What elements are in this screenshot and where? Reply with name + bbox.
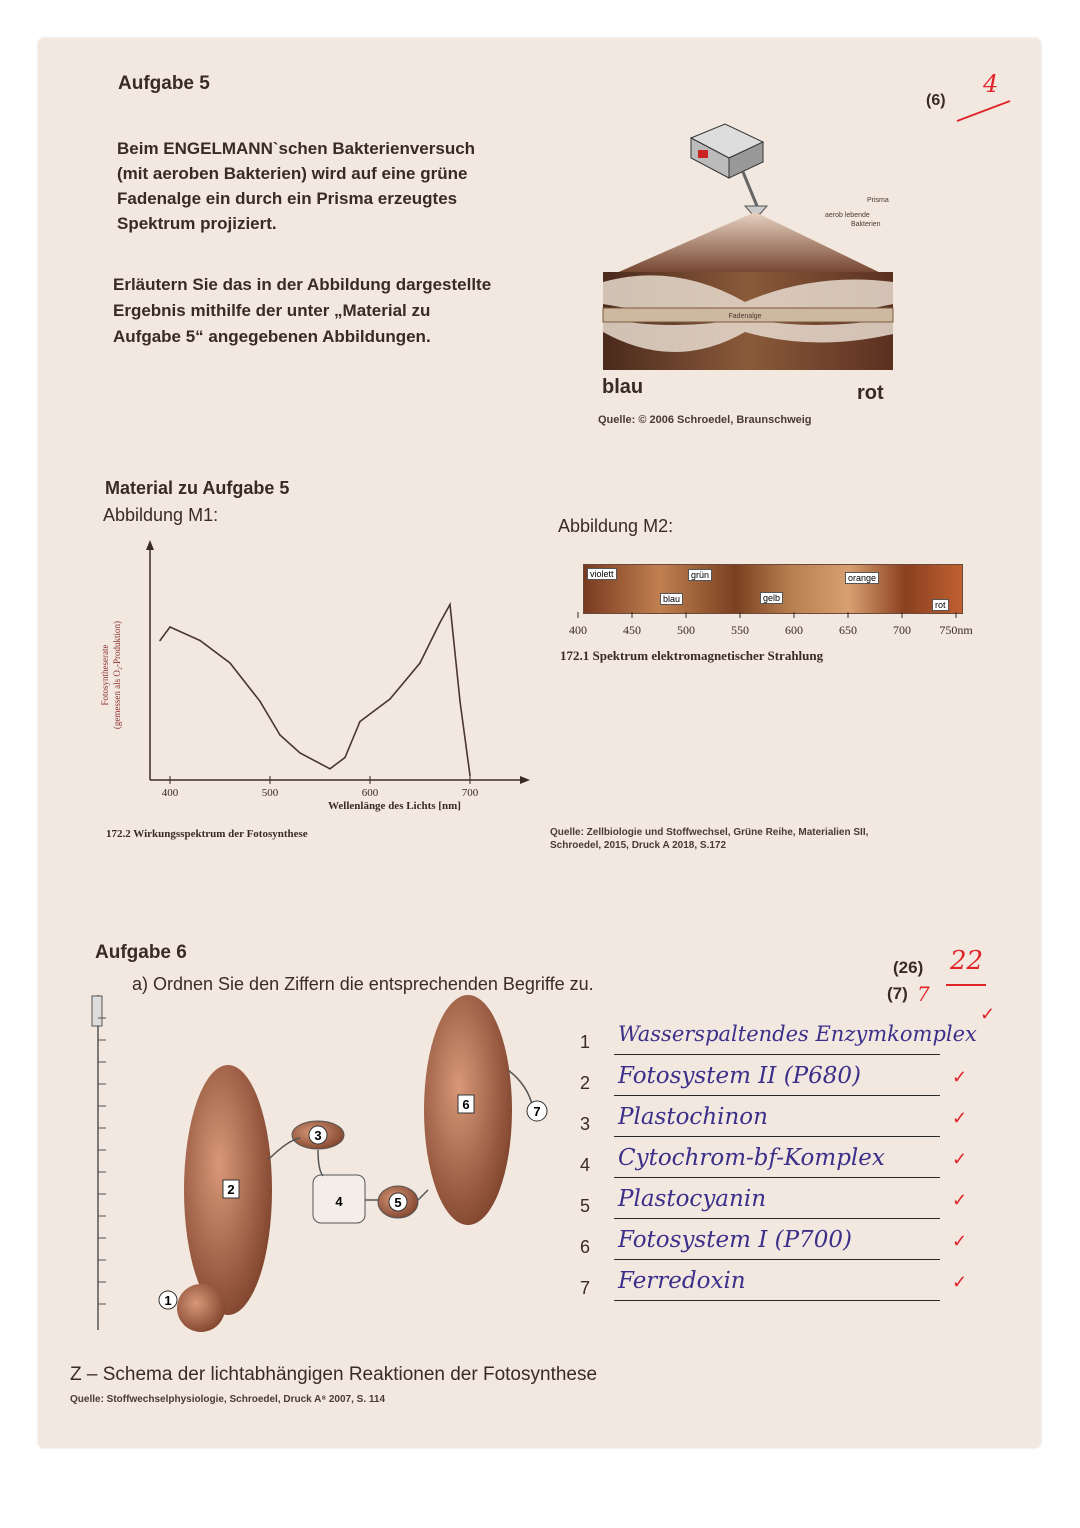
material-title: Material zu Aufgabe 5 xyxy=(105,478,290,498)
intro-line: (mit aeroben Bakterien) wird auf eine grüne xyxy=(117,164,468,183)
spectrum-bar xyxy=(583,564,963,614)
task5-question xyxy=(113,272,491,350)
answer-list xyxy=(580,1004,1050,1312)
m1-caption: 172.2 Wirkungsspektrum der Fotosynthese xyxy=(106,828,308,840)
task6-score: 22 xyxy=(950,946,984,976)
intro-line: Spektrum projiziert. xyxy=(117,214,277,233)
check-icon: ✓ xyxy=(952,1067,968,1087)
check-icon: ✓ xyxy=(952,1149,968,1169)
score-underline-icon xyxy=(955,95,1015,125)
source-line: Schroedel, 2015, Druck A 2018, S.172 xyxy=(550,840,727,851)
band-gruen: grün xyxy=(688,569,712,581)
z-scheme-diagram xyxy=(88,990,568,1340)
question-line: Aufgabe 5“ angegebenen Abbildungen. xyxy=(113,327,431,346)
answer-text: Wasserspaltendes Enzymkomplex xyxy=(618,1022,977,1046)
spectrum-right-label: rot xyxy=(857,382,884,404)
spectrum-tick-label: 450 xyxy=(623,623,641,637)
answer-line xyxy=(614,1300,940,1301)
task5-intro xyxy=(117,136,475,236)
answer-text: Cytochrom-bf-Komplex xyxy=(618,1145,885,1171)
answer-text: Ferredoxin xyxy=(618,1268,746,1294)
task5-points: (6) xyxy=(926,92,946,109)
spectrum-tick-label: 550 xyxy=(731,623,749,637)
check-icon: ✓ xyxy=(952,1190,968,1210)
band-blau: blau xyxy=(660,593,683,605)
figure-source: Quelle: © 2006 Schroedel, Braunschweig xyxy=(598,414,812,426)
diagram-number-5: 5 xyxy=(394,1195,402,1210)
task6-points: (26) xyxy=(893,958,924,977)
spectrum-tick-label: 500 xyxy=(677,623,695,637)
check-icon: ✓ xyxy=(952,1108,968,1128)
diagram-number-7: 7 xyxy=(533,1104,541,1119)
spectrum-tick-label: 400 xyxy=(569,623,587,637)
spectrum-tick-label: 700 xyxy=(893,623,911,637)
y-axis-label: Fotosyntheserate xyxy=(100,644,110,706)
score-underline xyxy=(946,984,986,986)
task6-subpoints: (7) xyxy=(887,984,908,1003)
source-line: Quelle: Zellbiologie und Stoffwechsel, Grüne Reihe, Materialien SII, xyxy=(550,827,869,838)
spectrum-left-label: blau xyxy=(602,376,644,398)
question-line: Erläutern Sie das in der Abbildung dargestellte xyxy=(113,275,492,294)
z-scheme-source: Quelle: Stoffwechselphysiologie, Schroedel, Druck A⁸ 2007, S. 114 xyxy=(70,1394,386,1405)
answer-row xyxy=(580,1268,1040,1306)
intro-line: Fadenalge ein durch ein Prisma erzeugtes xyxy=(117,189,458,208)
answer-row xyxy=(580,1004,1040,1060)
answer-row xyxy=(580,1227,1040,1265)
answer-text: Fotosystem II (P680) xyxy=(618,1063,862,1089)
x-axis-arrow-icon xyxy=(520,776,530,784)
diagram-number-3: 3 xyxy=(314,1128,322,1143)
task5-title: Aufgabe 5 xyxy=(118,73,210,94)
band-violett: violett xyxy=(587,568,617,580)
answer-number: 7 xyxy=(580,1278,591,1298)
task6-subscore: 7 xyxy=(917,982,930,1006)
band-rot: rot xyxy=(932,599,949,611)
answer-line xyxy=(614,1095,940,1096)
band-orange: orange xyxy=(845,572,879,584)
x-tick-label: 700 xyxy=(461,787,479,799)
answer-number: 6 xyxy=(580,1237,591,1257)
answer-row xyxy=(580,1104,1040,1142)
m1-label: Abbildung M1: xyxy=(103,505,219,525)
task5-score: 4 xyxy=(983,70,999,98)
z-scheme-caption: Z – Schema der lichtabhängigen Reaktionen der Fotosynthese xyxy=(70,1364,598,1385)
answer-line xyxy=(614,1054,940,1055)
diagram-number-1: 1 xyxy=(164,1293,172,1308)
prism-label: Prisma xyxy=(867,197,889,204)
check-icon: ✓ xyxy=(952,1231,968,1251)
answer-text: Fotosystem I (P700) xyxy=(618,1227,852,1253)
x-tick-label: 500 xyxy=(261,787,279,799)
bacteria-label: aerob lebende xyxy=(825,212,870,219)
spectrum-tick-axis xyxy=(560,612,1000,646)
intro-line: Beim ENGELMANN`schen Bakterienversuch xyxy=(117,139,476,158)
water-splitting-shape xyxy=(177,1284,225,1332)
answer-row xyxy=(580,1145,1040,1183)
diagram-number-2: 2 xyxy=(227,1182,235,1197)
answer-number: 4 xyxy=(580,1155,591,1175)
answer-row xyxy=(580,1063,1040,1101)
answer-number: 3 xyxy=(580,1114,591,1134)
answer-text: Plastocyanin xyxy=(618,1186,767,1212)
lamp-box-icon xyxy=(691,124,763,178)
check-icon: ✓ xyxy=(980,1004,996,1024)
answer-text: Plastochinon xyxy=(618,1104,768,1130)
answer-number: 2 xyxy=(580,1073,591,1093)
answer-number: 1 xyxy=(580,1032,591,1052)
answer-row xyxy=(580,1186,1040,1224)
alga-label: Fadenalge xyxy=(728,313,762,320)
task6-title: Aufgabe 6 xyxy=(95,942,187,963)
diagram-number-6: 6 xyxy=(462,1097,470,1112)
band-gelb: gelb xyxy=(760,592,783,604)
action-spectrum-line xyxy=(160,605,470,776)
y-axis-arrow-icon xyxy=(146,540,154,550)
spectrum-tick-label: 750nm xyxy=(939,623,973,637)
answer-line xyxy=(614,1136,940,1137)
x-tick-label: 600 xyxy=(361,787,379,799)
x-tick-label: 400 xyxy=(161,787,179,799)
diagram-number-4: 4 xyxy=(335,1194,343,1209)
spectrum-tick-label: 600 xyxy=(785,623,803,637)
answer-number: 5 xyxy=(580,1196,591,1216)
question-line: Ergebnis mithilfe der unter „Material zu xyxy=(113,301,431,320)
y-axis-label: (gemessen als O₂-Produktion) xyxy=(112,620,122,730)
m1-x-label: Wellenlänge des Lichts [nm] xyxy=(328,800,461,812)
bacteria-label: Bakterien xyxy=(851,221,881,228)
spectrum-tick-label: 650 xyxy=(839,623,857,637)
answer-line xyxy=(614,1177,940,1178)
material-source xyxy=(550,826,868,852)
m2-caption: 172.1 Spektrum elektromagnetischer Strahlung xyxy=(560,648,824,663)
answer-line xyxy=(614,1218,940,1219)
engelmann-experiment-figure xyxy=(595,122,915,384)
task6-subtask-a: a) Ordnen Sie den Ziffern die entsprechenden Begriffe zu. xyxy=(132,974,594,994)
m2-label: Abbildung M2: xyxy=(558,516,674,536)
answer-line xyxy=(614,1259,940,1260)
action-spectrum-chart xyxy=(100,535,530,815)
check-icon: ✓ xyxy=(952,1272,968,1292)
